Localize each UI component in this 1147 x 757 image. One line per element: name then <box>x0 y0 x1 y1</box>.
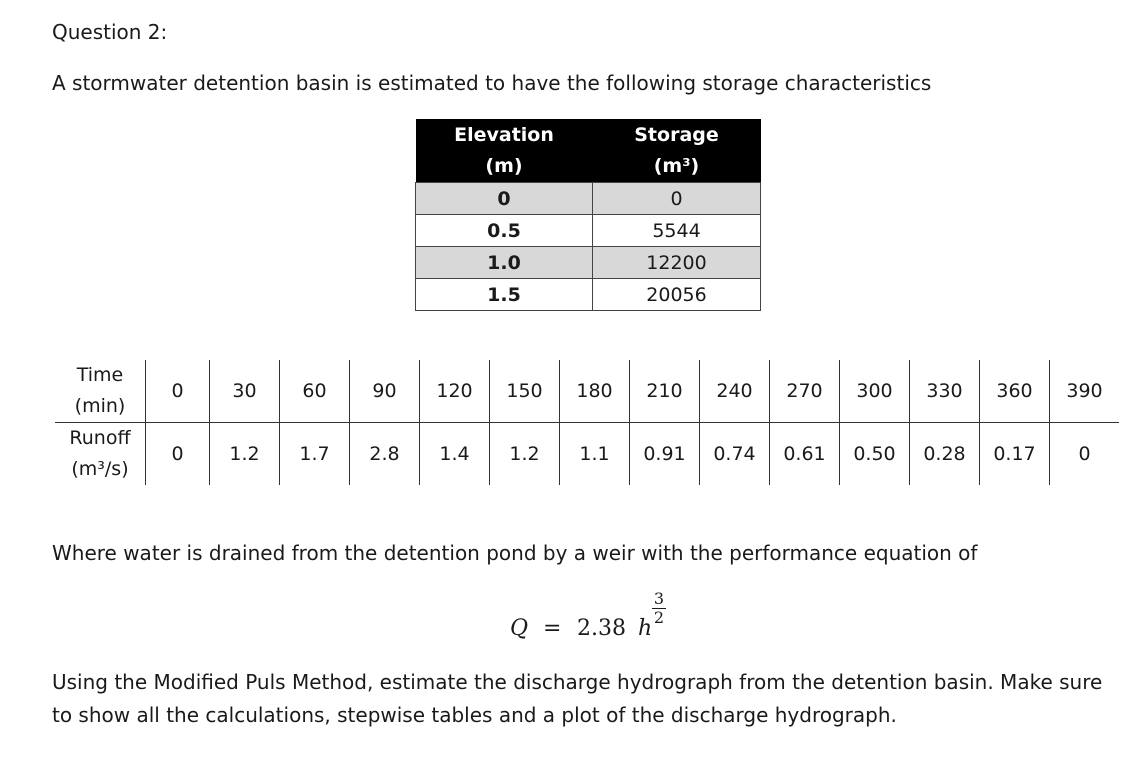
storage-cell: 20056 <box>593 279 761 311</box>
runoff-value-cell: 0.74 <box>700 423 770 486</box>
time-value-cell: 360 <box>980 360 1050 423</box>
runoff-label-line1: Runoff <box>69 427 131 449</box>
runoff-value-cell: 0.91 <box>630 423 700 486</box>
elevation-header-line1: Elevation <box>454 123 554 146</box>
equation-variable: h <box>638 616 653 641</box>
runoff-value-cell: 0.28 <box>910 423 980 486</box>
storage-row <box>416 183 761 215</box>
weir-equation <box>510 588 680 648</box>
time-value-cell: 90 <box>350 360 420 423</box>
runoff-value-cell: 2.8 <box>350 423 420 486</box>
time-value-cell: 210 <box>630 360 700 423</box>
task-text-line2: to show all the calculations, stepwise tables and a plot of the discharge hydrograph. <box>52 703 897 727</box>
storage-header-line2: (m³) <box>653 154 700 177</box>
elevation-cell: 0.5 <box>416 215 593 247</box>
hydrograph-table <box>55 360 1119 485</box>
elevation-cell: 1.0 <box>416 247 593 279</box>
equation-lhs: Q <box>510 616 529 641</box>
runoff-value-cell: 0.50 <box>840 423 910 486</box>
runoff-value-cell: 0.17 <box>980 423 1050 486</box>
runoff-value-cell: 1.7 <box>280 423 350 486</box>
intro-text: A stormwater detention basin is estimated to have the following storage characteristics <box>52 71 932 95</box>
storage-row <box>416 215 761 247</box>
equation-coefficient: 2.38 <box>577 616 626 641</box>
runoff-label-line2: (m³/s) <box>71 458 129 480</box>
elevation-header-line2: (m) <box>485 154 523 177</box>
equation-equals: = <box>543 616 562 641</box>
weir-text: Where water is drained from the detention pond by a weir with the performance equation of <box>52 541 978 565</box>
time-value-cell: 180 <box>560 360 630 423</box>
storage-cell: 0 <box>593 183 761 215</box>
time-value-cell: 330 <box>910 360 980 423</box>
runoff-value-cell: 1.4 <box>420 423 490 486</box>
time-value-cell: 270 <box>770 360 840 423</box>
exponent-denominator: 2 <box>653 608 665 627</box>
runoff-row <box>55 423 1119 486</box>
time-label <box>55 360 146 423</box>
elevation-header <box>416 119 593 183</box>
runoff-label <box>55 423 146 486</box>
storage-header-line1: Storage <box>634 123 719 146</box>
runoff-value-cell: 0 <box>146 423 210 486</box>
time-value-cell: 120 <box>420 360 490 423</box>
time-value-cell: 0 <box>146 360 210 423</box>
storage-row <box>416 247 761 279</box>
runoff-value-cell: 1.2 <box>210 423 280 486</box>
storage-header <box>593 119 761 183</box>
runoff-value-cell: 0 <box>1050 423 1120 486</box>
elevation-cell: 0 <box>416 183 593 215</box>
storage-row <box>416 279 761 311</box>
question-title: Question 2: <box>52 20 168 44</box>
equation-exponent <box>652 590 666 627</box>
time-value-cell: 390 <box>1050 360 1120 423</box>
exponent-numerator: 3 <box>653 589 665 608</box>
task-text-line1: Using the Modified Puls Method, estimate the discharge hydrograph from the detention basin. Make sure <box>52 670 1103 694</box>
runoff-value-cell: 1.1 <box>560 423 630 486</box>
storage-cell: 5544 <box>593 215 761 247</box>
time-value-cell: 240 <box>700 360 770 423</box>
time-value-cell: 150 <box>490 360 560 423</box>
time-value-cell: 30 <box>210 360 280 423</box>
time-label-line1: Time <box>76 364 124 386</box>
runoff-value-cell: 0.61 <box>770 423 840 486</box>
elevation-cell: 1.5 <box>416 279 593 311</box>
runoff-value-cell: 1.2 <box>490 423 560 486</box>
time-label-line2: (min) <box>74 395 126 417</box>
time-value-cell: 60 <box>280 360 350 423</box>
storage-cell: 12200 <box>593 247 761 279</box>
time-value-cell: 300 <box>840 360 910 423</box>
storage-table <box>415 119 761 311</box>
time-row <box>55 360 1119 423</box>
storage-header-row <box>416 119 761 183</box>
